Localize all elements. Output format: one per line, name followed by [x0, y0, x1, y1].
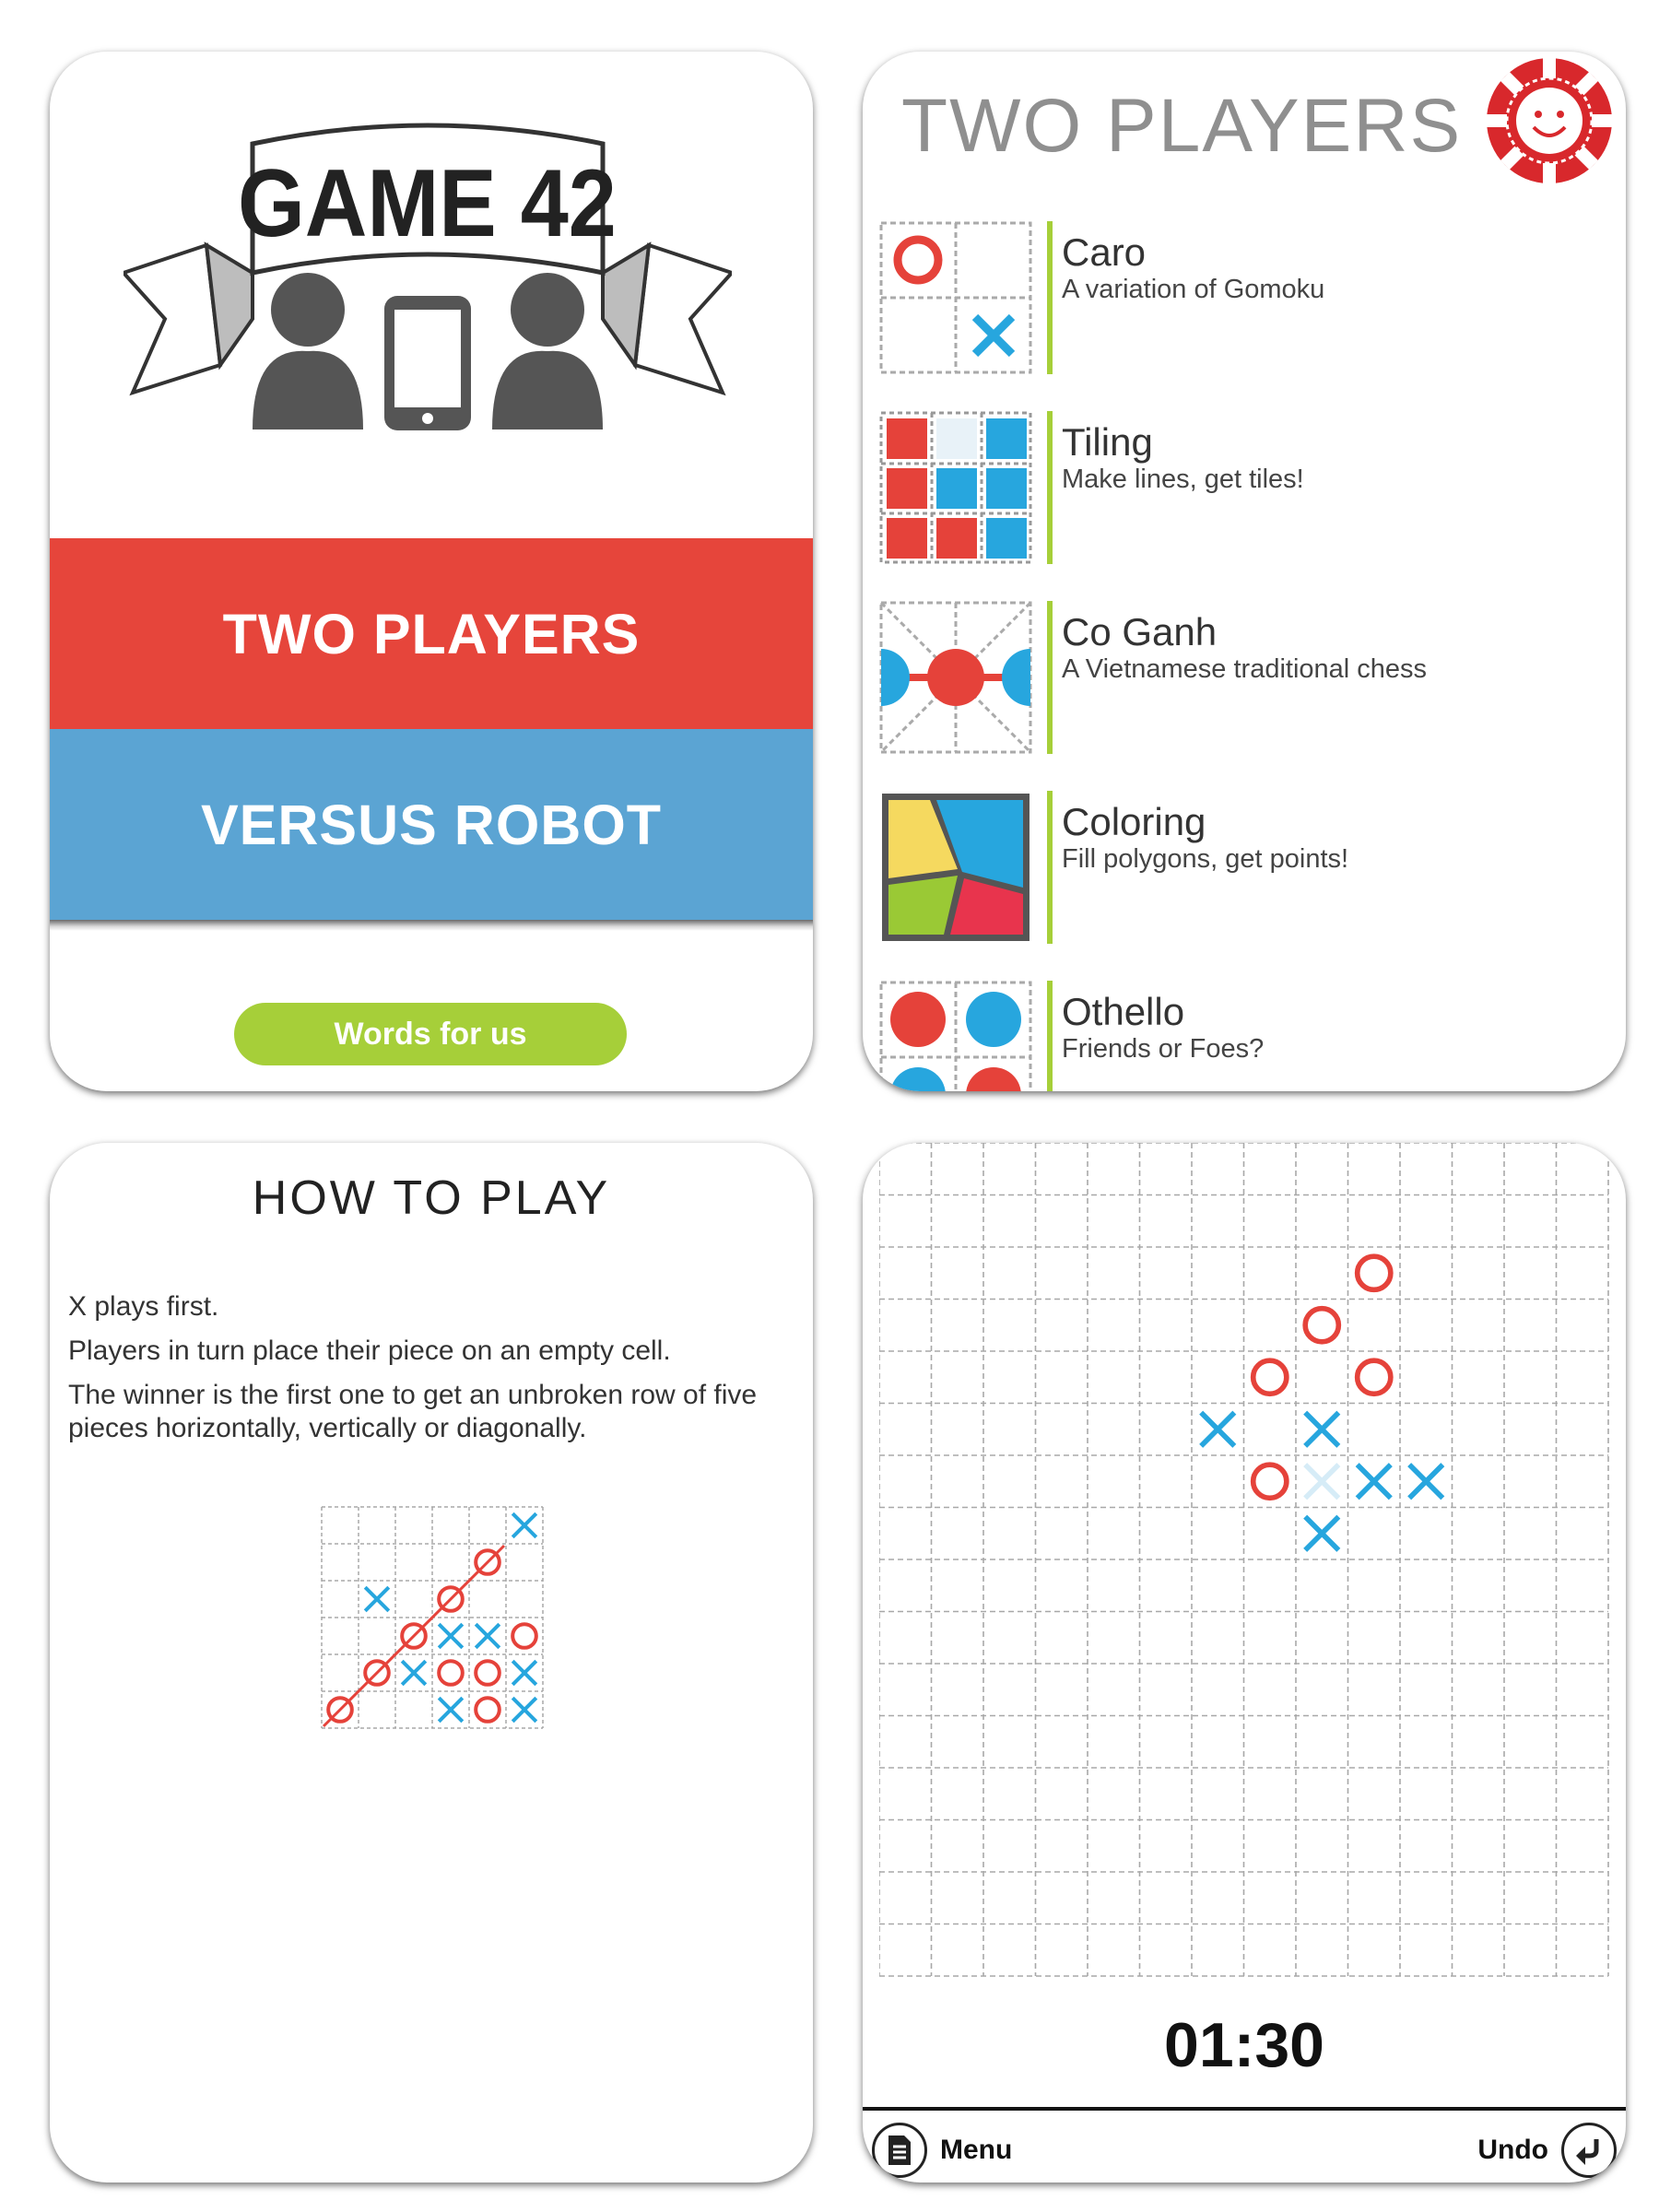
x-piece: [1305, 1413, 1338, 1446]
button-shadow: [50, 920, 813, 931]
tiling-thumb-icon: [879, 411, 1032, 564]
o-piece: [476, 1661, 500, 1685]
x-piece: [476, 1624, 500, 1648]
menu-button[interactable]: [872, 2120, 1012, 2181]
page-title: TWO PLAYERS: [901, 84, 1463, 168]
item-bar: [1047, 601, 1053, 754]
item-bar: [1047, 411, 1053, 564]
words-for-us-button[interactable]: Words for us: [234, 1003, 627, 1065]
game-desc: Friends or Foes?: [1062, 1034, 1265, 1064]
o-piece: [1253, 1360, 1287, 1394]
versus-robot-button[interactable]: VERSUS ROBOT: [50, 729, 813, 920]
game-item-othello[interactable]: [879, 981, 1617, 1091]
two-players-button[interactable]: TWO PLAYERS: [50, 538, 813, 729]
menu-label: Menu: [940, 2135, 1013, 2165]
players-icon: [253, 273, 603, 430]
o-piece: [439, 1661, 463, 1685]
x-piece: [439, 1624, 463, 1648]
document-icon: [872, 2123, 927, 2178]
game-screen: [863, 1143, 1626, 2183]
game-item-tiling[interactable]: [879, 411, 1617, 568]
game-desc: A variation of Gomoku: [1062, 275, 1325, 304]
how-to-play-screen: [50, 1143, 813, 2183]
divider: [863, 2107, 1626, 2111]
timer: 01:30: [1164, 2010, 1324, 2080]
rule-line: X plays first.: [68, 1291, 219, 1322]
x-piece: [512, 1698, 536, 1722]
game-name: Tiling: [1062, 420, 1153, 464]
item-bar: [1047, 981, 1053, 1091]
smiley-chip-icon[interactable]: [1480, 52, 1618, 190]
undo-label: Undo: [1477, 2135, 1548, 2165]
game-desc: Make lines, get tiles!: [1062, 465, 1304, 494]
game-name: Caro: [1062, 230, 1147, 274]
home-screen: [50, 52, 813, 1091]
game-name: Co Ganh: [1062, 610, 1218, 653]
board-grid: [879, 1143, 1608, 1976]
x-piece: [402, 1661, 426, 1685]
co-ganh-thumb-icon: [879, 601, 1032, 754]
x-piece: [365, 1587, 389, 1611]
x-piece: [439, 1698, 463, 1722]
game-name: Othello: [1062, 990, 1185, 1033]
o-piece: [1358, 1256, 1391, 1289]
rule-line: The winner is the first one to get an unbroken row of five pieces horizontally, vertically or diagonally.: [68, 1380, 758, 1443]
undo-button[interactable]: [1477, 2120, 1617, 2181]
o-piece: [1305, 1309, 1338, 1342]
x-piece: [1409, 1465, 1442, 1498]
game-list-screen: [863, 52, 1626, 1091]
undo-arrow-icon: [1561, 2123, 1617, 2178]
x-piece: [1305, 1517, 1338, 1550]
x-piece: [512, 1661, 536, 1685]
item-bar: [1047, 791, 1053, 944]
game-name: Coloring: [1062, 800, 1206, 843]
o-piece: [1253, 1465, 1287, 1498]
game-board[interactable]: [879, 1143, 1615, 1977]
game42-logo: [124, 88, 732, 457]
rule-line: Players in turn place their piece on an empty cell.: [68, 1335, 671, 1366]
game-desc: A Vietnamese traditional chess: [1062, 654, 1428, 684]
o-piece: [1358, 1360, 1391, 1394]
coloring-thumb-icon: [879, 791, 1032, 944]
page-title: HOW TO PLAY: [252, 1171, 611, 1225]
game-item-coloring[interactable]: [879, 791, 1617, 947]
game-item-caro[interactable]: [879, 221, 1617, 378]
rules-text: [68, 1290, 796, 1456]
x-piece: [1201, 1413, 1234, 1446]
x-preview-piece: [1305, 1465, 1338, 1498]
win-line: [324, 1546, 504, 1726]
o-piece: [476, 1698, 500, 1722]
x-piece: [512, 1513, 536, 1537]
othello-thumb-icon: [879, 981, 1032, 1091]
o-piece: [512, 1624, 536, 1648]
game-desc: Fill polygons, get points!: [1062, 844, 1349, 874]
game-item-co-ganh[interactable]: [879, 601, 1617, 758]
x-piece: [1358, 1465, 1391, 1498]
item-bar: [1047, 221, 1053, 374]
example-board: [317, 1502, 547, 1733]
caro-thumb-icon: [879, 221, 1032, 374]
logo-text: GAME 42: [237, 148, 617, 257]
